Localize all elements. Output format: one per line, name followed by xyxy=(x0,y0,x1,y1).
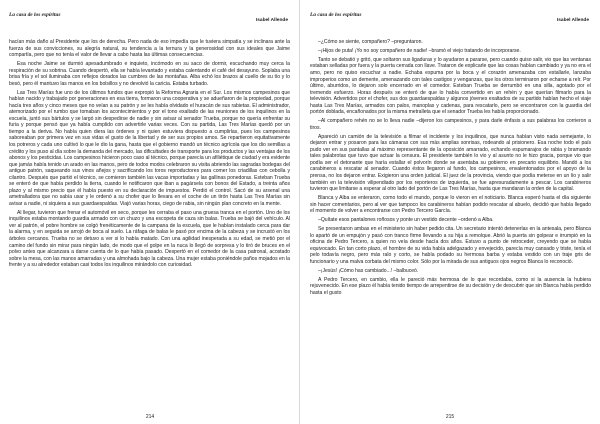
paragraph: –¡Jesús! ¡Cómo has cambiado...! –balbuceó. xyxy=(318,267,419,274)
paragraph: –Quítate esos pantalones roñosos y ponte un vestido decente –ordenó a Alba. xyxy=(318,217,494,224)
paragraph: Tanto se debatió y gritó, que soltaron sus ligaduras y lo ayudaron a pararse, pero cuando quiso salir, vio que las ventanas estaban selladas por fuera y la puerta cerrada con llave. Trataron de explicarle que las cosas habían cambiado y ya no era el amo, pero no quiso escuchar a nadie. Echaba espuma por la boca y el corazón amenazaba con estallarle, lanzaba improperios como un demente, amenazando con tales castigos y venganzas, que los otros terminaron por echarse a reír. Por último, aburridos, lo dejaron solo encerrado en el comedor. Esteban Trueba se derrumbó en una silla, agotado por el tremendo esfuerzo. Horas después se enteró de que lo había convertido en un rehén y que querían filmarlo para la televisión. Advertidos por el chofer, sus dos guardaespaldas y algunos jóvenes exaltados de su partido habían hecho el viaje hasta Las Tres Marías, armados con palos, manoplas y cadenas, para rescatarlo, pero se encontraron con la guardia del portón doblada, encañonados por la misma metralleta que el senador Trueba les había proporcionado. xyxy=(310,56,591,116)
paragraph: hacían más daño al Presidente que los de derecha. Pero nada de eso impedía que le tuviera simpatía y se inclinara ante la fuerza de sus convicciones, su alegría natural, su tendencia a la ternura y la generosidad con sus ideales que Jaime compartía, pero que no tenía el valor de llevar a cabo hasta las últimas consecuencias. xyxy=(9,39,290,59)
paragraph: Al llegar, tuvieron que frenar el automóvil en seco, porque les cerraba el paso una gruesa tranca en el portón. Uno de los inquilinos estaba montando guardia armado con un chuzo y una escopeta de caza sin balas. Trueba se bajó del vehículo. Al ver al patrón, el pobre hombre se colgó frenéticamente de la campana de la escuela, que le habían instalado cerca para dar la alarma, y en seguida se arrojó de boca al suelo. La ráfaga de balas le pasó por encima de la cabeza y se incrustó en los árboles cercanos. Trueba no se detuvo a ver si lo había matado. Con una agilidad inesperada a su edad, se metió por el camino del fundo sin mirar para ningún lado, de modo que el golpe en la nuca lo llegó de sorpresa y lo tiró de bruces en el polvo antes que alcanzara a darse cuenta de lo que había pasado. Despertó en el comedor de la casa patronal, acostado sobre la mesa, con las manos amarradas y una almohada bajo la cabeza. Una mujer estaba poniéndole paños mojados en la frente y a su alrededor estaban casi todos los inquilinos mirándolo con curiosidad. xyxy=(9,209,290,269)
paragraph: Apareció un camión de la televisión a filmar el incidente y los inquilinos, que nunca habían visto nada semejante, lo dejaron entrar y posaron para las cámaras con sus más amplias sonrisas, rodeando al prisionero. Esa noche todo el país pudo ver en sus pantallas al máximo representante de la oposición amarrado, echando espumarajos de rabia y bramando tales palabrotas que tuvo que actuar la censura. El presidente también lo vio y al asunto no le hizo gracia, porque vio que podía ser el detonante que haría estallar el polvorín donde se asentaba su gobierno en precario equilibrio. Mandó a los carabineros a rescatar al senador. Cuando éstos llegaron al fundo, los campesinos, envalentonados por el apoyo de la prensa, no los dejaron entrar. Exigieron una orden judicial. El juez de la provincia, viendo que podía meterse en un lío y salir también en la televisión vilipendiado por los reporteros de izquierda, se fue apresuradamente a pescar. Los carabineros tuvieron que limitarse a esperar al otro lado del portón de Las Tres Marías, hasta que mandaran la orden de la capital. xyxy=(310,133,591,193)
running-title: La casa de los espíritus xyxy=(310,12,362,18)
paragraph: Se presentaron ambas en el ministerio sin haber pedido cita. Un secretario intentó detenerlas en la antesala, pero Blanca lo apartó de un empujón y pasó con tranco firme llevando a su hija a remolque. Abrió la puerta sin golpear e irrumpió en la oficina de Pedro Tercero, a quien no veía desde hacía dos años. Estuvo a punto de retroceder, creyendo que se había equivocado. En tan corto plazo, el hombre de su vida había adelgazado y envejecido, parecía muy cansado y triste, tenía el pelo todavía negro, pero más ralo y corto, se había podado su hermosa barba y estaba vestido con un traje gris de funcionario y una malva corbata del mismo color. Sólo por la mirada de sus antiguos ojos negros Blanca lo reconoció. xyxy=(310,225,591,265)
page-body xyxy=(9,39,290,410)
right-page xyxy=(300,0,600,424)
running-author: Isabel Allende xyxy=(255,18,288,23)
page-number: 215 xyxy=(445,414,455,420)
paragraph: Las Tres Marías fue uno de los últimos fundos que expropió la Reforma Agraria en el Sur. Los mismos campesinos que habían nacido y trabajado por generaciones en esa tierra, formaron una cooperativa y se adueñaron de la propiedad, porque hacía tres años y cinco meses que no veían a su patrón y se les había olvidado el huracán de sus rabietas. El administrador, atemorizado por el rumbo que tomaban los acontecimientos y por el tono exaltado de las reuniones de los inquilinos en la escuela, juntó sus bártulos y se largó sin despedirse de nadie y sin avisar al senador Trueba, porque no quería enfrentar su furia y porque pensó que ya había cumplido con advertirle varias veces. Con su partida, Las Tres Marías quedó por un tiempo a la deriva. No había quien diera las órdenes y ni quien estuviera dispuesto a cumplirlas, pues los campesinos saboreaban por primera vez en sus vidas el gusto de la libertad y de ser sus propios amos. Se repartieron equitativamente los potreros y cada uno cultivó lo que le dio la gana, hasta que el gobierno mandó un técnico agrícola que los dio semillas a crédito y los puso al día sobre la demanda del mercado, las dificultades de transporte para los productos y las ventajas de los abonos y los pesticidas. Los campesinos hicieron poco caso al técnico, porque parecía un afiliétique de ciudad y era evidente que jamás había tenido un arado en las manos, pero de todos modos celebraron su visita abriendo las sagradas bodegas del antiguo patrón, saqueando sus vinos añejos y sacrificando los toros reproductores para comer los criadillas con cebolla y cilantro. Después que partió el técnico, se comieron también las vacas importadas y las gallinas ponedoras. Esteban Trueba se enteró de que había perdido la tierra, cuando le notificaron que iban a pagársela con bonos del Estado, a treinta años plazo y al mismo precio que él había puesto en su declaración de impuestos. Perdió el control. Sacó de su arsenal una ametralladora que no sabía usar y le ordenó a su chofer que lo llevara en el coche de un tirón hasta Las Tres Marías sin avisar a nadie, ni siquiera a sus guardaespaldas. Viajó varias horas, ciego de rabia, sin ningún plan concreto en la mente. xyxy=(9,89,290,207)
page-body xyxy=(310,39,591,410)
running-author: Isabel Allende xyxy=(556,18,589,23)
paragraph: –¡Hijos de puta! ¡Yo no soy compañero de nadie! –bramó el viejo tratando de incorporarse. xyxy=(318,47,521,54)
paragraph: Blanca y Alba se enteraron, como todo el mundo, porque lo vieron en el noticiario. Blanca esperó hasta el día siguiente sin hacer comentarios, pero al ver que tampoco los carabineros habían podido rescatar al abuelo, decidió que había llegado el momento de volver a encontrarse con Pedro Tercero García. xyxy=(310,194,591,215)
paragraph: Esa noche Jaime se durmió apesadumbrado e inquieto, incómodo en su saco de dormir, escuchando muy cerca la respiración de su sobrina. Cuando despertó, ella se había levantado y estaba calentando el café del desayuno. Soplaba una brisa fría y el sol iluminaba con reflejos dorados las cumbres de las montañas. Alba echó los brazos al cuello de su tío y lo besó, pero él mantuvo las manos en los bolsillos y no devolvió la caricia. Estaba turbado. xyxy=(9,61,290,87)
paragraph: A Pedro Tercero, en cambio, ella le pareció más hermosa de lo que recordaba, como si la ausencia la hubiera rejuvenecido. En ese plazo él había tenido tiempo de arrepentirse de su decisión y de descubrir que sin Blanca había perdido hasta el gusto xyxy=(310,276,591,296)
paragraph: –Al compañero rehén no se lo lleva nadie –dijeron los campesinos, y para darle énfasis a sus palabras los corrieron a tiros. xyxy=(310,118,591,131)
page-number: 214 xyxy=(145,414,155,420)
running-title: La casa de los espíritus xyxy=(9,12,61,18)
paragraph: –¿Cómo se siente, compañero? –preguntaron. xyxy=(318,39,423,45)
